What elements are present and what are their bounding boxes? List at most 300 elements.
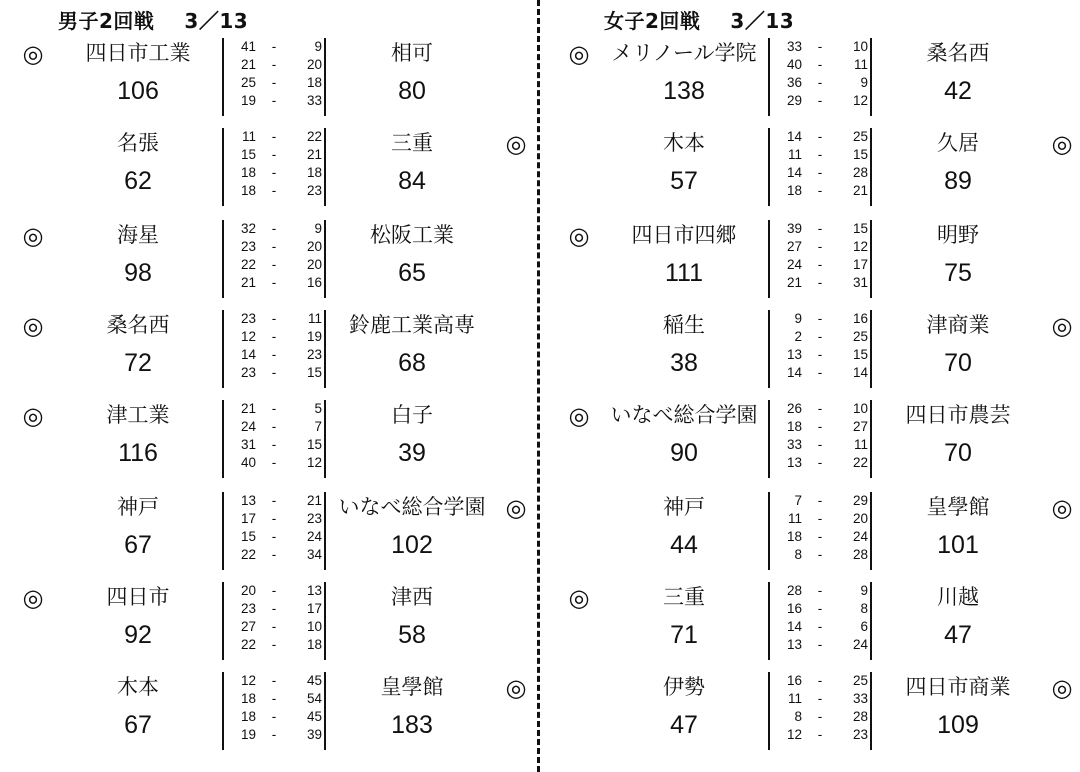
period-separator: - <box>271 691 277 706</box>
period-row <box>770 92 870 110</box>
period-separator: - <box>817 401 823 416</box>
period-score-right: 15 <box>852 347 868 362</box>
round-title: 女子2回戦 <box>604 9 701 33</box>
period-scores <box>768 582 872 660</box>
team-left <box>604 128 764 198</box>
period-scores <box>222 582 326 660</box>
period-score-left: 33 <box>786 437 802 452</box>
section-title <box>604 5 794 34</box>
team-left <box>58 310 218 380</box>
team-total-score: 106 <box>117 77 159 105</box>
period-row <box>224 400 324 418</box>
period-score-right: 16 <box>306 275 322 290</box>
winner-mark-icon: ◎ <box>22 402 44 430</box>
period-score-right: 18 <box>306 165 322 180</box>
period-row <box>224 454 324 472</box>
period-score-left: 13 <box>240 493 256 508</box>
team-total-score: 47 <box>670 711 698 739</box>
winner-mark-icon <box>1049 403 1075 429</box>
team-name: 四日市四郷 <box>631 223 737 247</box>
period-score-left: 11 <box>787 147 802 162</box>
match-row <box>0 310 530 394</box>
period-score-left: 20 <box>240 583 256 598</box>
winner-mark-icon: ◎ <box>22 40 44 68</box>
period-row <box>224 582 324 600</box>
period-separator: - <box>271 673 277 688</box>
period-separator: - <box>817 529 823 544</box>
period-score-left: 21 <box>786 275 802 290</box>
period-score-right: 14 <box>852 365 868 380</box>
period-score-right: 28 <box>852 165 868 180</box>
period-row <box>224 492 324 510</box>
period-score-right: 9 <box>314 39 322 54</box>
period-separator: - <box>817 39 823 54</box>
period-row <box>224 256 324 274</box>
period-score-right: 12 <box>852 239 868 254</box>
period-row <box>770 454 870 472</box>
period-score-right: 23 <box>306 511 322 526</box>
period-row <box>770 582 870 600</box>
period-separator: - <box>271 165 277 180</box>
period-row <box>224 690 324 708</box>
period-score-right: 16 <box>852 311 868 326</box>
period-separator: - <box>817 437 823 452</box>
period-separator: - <box>271 455 277 470</box>
period-separator: - <box>817 511 823 526</box>
period-score-left: 28 <box>786 583 802 598</box>
period-separator: - <box>817 637 823 652</box>
boys-section <box>0 0 530 772</box>
period-row <box>224 510 324 528</box>
team-right <box>878 38 1038 108</box>
winner-mark-icon <box>20 675 46 701</box>
team-right <box>878 492 1038 562</box>
team-name: 松阪工業 <box>370 223 454 247</box>
period-separator: - <box>817 583 823 598</box>
period-separator: - <box>817 619 823 634</box>
period-separator: - <box>271 57 277 72</box>
period-separator: - <box>271 547 277 562</box>
winner-mark-icon: ◎ <box>505 494 527 522</box>
team-total-score: 109 <box>937 711 979 739</box>
team-name: 津商業 <box>926 313 990 337</box>
match-row <box>0 38 530 122</box>
period-separator: - <box>271 365 277 380</box>
period-separator: - <box>817 691 823 706</box>
team-total-score: 42 <box>944 77 972 105</box>
period-score-right: 12 <box>306 455 322 470</box>
period-score-left: 14 <box>786 365 802 380</box>
period-separator: - <box>271 329 277 344</box>
period-separator: - <box>817 493 823 508</box>
winner-mark-icon <box>503 223 529 249</box>
winner-mark-icon <box>1049 585 1075 611</box>
period-score-left: 18 <box>240 709 256 724</box>
winner-mark-icon: ◎ <box>22 222 44 250</box>
team-total-score: 101 <box>937 531 979 559</box>
team-right <box>878 310 1038 380</box>
period-row <box>770 672 870 690</box>
period-row <box>770 418 870 436</box>
match-row <box>0 582 530 666</box>
winner-mark-icon: ◎ <box>1051 312 1073 340</box>
period-score-right: 22 <box>306 129 322 144</box>
period-separator: - <box>271 347 277 362</box>
team-name: 明野 <box>937 223 979 247</box>
period-separator: - <box>817 57 823 72</box>
period-row <box>770 38 870 56</box>
period-separator: - <box>271 601 277 616</box>
period-scores <box>768 400 872 478</box>
team-left <box>604 582 764 652</box>
period-separator: - <box>817 275 823 290</box>
winner-mark-icon: ◎ <box>1051 674 1073 702</box>
period-score-right: 8 <box>860 601 868 616</box>
period-score-left: 18 <box>240 183 256 198</box>
period-scores <box>768 492 872 570</box>
period-separator: - <box>271 709 277 724</box>
match-row <box>546 582 1076 666</box>
period-scores <box>768 38 872 116</box>
period-separator: - <box>817 183 823 198</box>
period-score-left: 23 <box>240 601 256 616</box>
team-name: 三重 <box>391 131 433 155</box>
period-score-left: 23 <box>240 239 256 254</box>
period-separator: - <box>271 529 277 544</box>
period-row <box>770 274 870 292</box>
period-separator: - <box>817 455 823 470</box>
team-name: 海星 <box>117 223 159 247</box>
period-score-left: 19 <box>240 727 256 742</box>
period-scores <box>222 38 326 116</box>
team-name: 三重 <box>663 585 705 609</box>
period-row <box>770 528 870 546</box>
period-score-right: 17 <box>852 257 868 272</box>
period-scores <box>768 128 872 206</box>
period-score-left: 16 <box>786 601 802 616</box>
period-score-right: 17 <box>306 601 322 616</box>
period-score-right: 11 <box>853 437 868 452</box>
team-total-score: 47 <box>944 621 972 649</box>
team-total-score: 71 <box>670 621 698 649</box>
period-score-left: 12 <box>786 727 802 742</box>
period-score-right: 24 <box>852 637 868 652</box>
team-total-score: 70 <box>944 349 972 377</box>
period-row <box>770 328 870 346</box>
period-separator: - <box>271 511 277 526</box>
period-row <box>224 726 324 744</box>
period-row <box>224 708 324 726</box>
period-separator: - <box>817 365 823 380</box>
period-separator: - <box>271 437 277 452</box>
period-row <box>770 146 870 164</box>
period-score-left: 18 <box>240 691 256 706</box>
winner-mark-icon: ◎ <box>505 674 527 702</box>
period-row <box>224 238 324 256</box>
team-total-score: 57 <box>670 167 698 195</box>
team-right <box>878 672 1038 742</box>
team-total-score: 111 <box>664 259 703 287</box>
period-separator: - <box>817 601 823 616</box>
period-score-right: 45 <box>306 673 322 688</box>
period-row <box>770 74 870 92</box>
team-right <box>332 492 492 562</box>
team-total-score: 38 <box>670 349 698 377</box>
period-row <box>224 328 324 346</box>
period-score-right: 39 <box>306 727 322 742</box>
winner-mark-icon: ◎ <box>568 40 590 68</box>
period-score-right: 23 <box>306 347 322 362</box>
team-right <box>878 220 1038 290</box>
match-row <box>546 220 1076 304</box>
period-score-left: 14 <box>240 347 256 362</box>
period-separator: - <box>817 329 823 344</box>
team-total-score: 92 <box>124 621 152 649</box>
period-row <box>770 726 870 744</box>
match-row <box>0 492 530 576</box>
team-left <box>58 38 218 108</box>
team-left <box>58 492 218 562</box>
period-score-left: 22 <box>240 547 256 562</box>
team-left <box>58 128 218 198</box>
team-name: 皇學館 <box>380 675 444 699</box>
period-score-left: 40 <box>240 455 256 470</box>
period-score-left: 9 <box>794 311 802 326</box>
period-score-right: 5 <box>314 401 322 416</box>
period-score-right: 10 <box>852 401 868 416</box>
period-score-left: 18 <box>786 183 802 198</box>
period-row <box>770 708 870 726</box>
team-left <box>604 220 764 290</box>
period-separator: - <box>271 75 277 90</box>
period-score-left: 12 <box>240 673 256 688</box>
team-name: 川越 <box>937 585 979 609</box>
period-separator: - <box>271 583 277 598</box>
period-separator: - <box>271 147 277 162</box>
period-score-right: 12 <box>852 93 868 108</box>
period-row <box>224 128 324 146</box>
period-score-left: 14 <box>786 129 802 144</box>
period-separator: - <box>271 419 277 434</box>
period-score-right: 15 <box>852 147 868 162</box>
period-score-right: 10 <box>306 619 322 634</box>
period-separator: - <box>271 93 277 108</box>
winner-mark-icon <box>503 313 529 339</box>
period-score-left: 41 <box>240 39 256 54</box>
period-separator: - <box>817 673 823 688</box>
team-right <box>878 582 1038 652</box>
match-row <box>546 492 1076 576</box>
winner-mark-icon <box>566 131 592 157</box>
period-score-right: 25 <box>852 673 868 688</box>
period-score-left: 40 <box>786 57 802 72</box>
team-right <box>332 582 492 652</box>
team-total-score: 84 <box>398 167 426 195</box>
period-row <box>770 220 870 238</box>
period-row <box>770 510 870 528</box>
team-total-score: 116 <box>118 439 158 467</box>
period-row <box>224 436 324 454</box>
team-name: 神戸 <box>663 495 705 519</box>
winner-mark-icon: ◎ <box>568 222 590 250</box>
period-score-left: 18 <box>786 419 802 434</box>
period-score-left: 15 <box>240 147 256 162</box>
period-score-right: 15 <box>306 365 322 380</box>
period-score-right: 11 <box>307 311 322 326</box>
team-left <box>604 38 764 108</box>
winner-mark-icon <box>503 585 529 611</box>
period-row <box>770 636 870 654</box>
period-score-right: 24 <box>852 529 868 544</box>
team-name: 皇學館 <box>926 495 990 519</box>
team-name: 神戸 <box>117 495 159 519</box>
match-row <box>0 400 530 484</box>
round-date: 3／13 <box>184 9 249 33</box>
period-scores <box>768 672 872 750</box>
team-total-score: 183 <box>391 711 433 739</box>
period-row <box>770 600 870 618</box>
period-separator: - <box>271 239 277 254</box>
round-title: 男子2回戦 <box>58 9 155 33</box>
period-separator: - <box>817 75 823 90</box>
period-score-left: 12 <box>240 329 256 344</box>
period-row <box>224 274 324 292</box>
team-right <box>332 220 492 290</box>
team-total-score: 89 <box>944 167 972 195</box>
period-score-right: 25 <box>852 329 868 344</box>
team-total-score: 70 <box>944 439 972 467</box>
team-name: 津西 <box>391 585 433 609</box>
period-row <box>770 238 870 256</box>
period-score-right: 6 <box>860 619 868 634</box>
team-left <box>58 672 218 742</box>
period-score-right: 54 <box>306 691 322 706</box>
team-name: 鈴鹿工業高専 <box>349 313 475 337</box>
period-row <box>770 310 870 328</box>
period-score-right: 21 <box>306 493 322 508</box>
period-separator: - <box>271 183 277 198</box>
period-score-left: 14 <box>786 165 802 180</box>
team-total-score: 39 <box>398 439 426 467</box>
winner-mark-icon <box>566 675 592 701</box>
period-score-left: 11 <box>787 511 802 526</box>
period-score-left: 21 <box>240 57 256 72</box>
period-row <box>770 400 870 418</box>
winner-mark-icon <box>20 131 46 157</box>
winner-mark-icon: ◎ <box>1051 130 1073 158</box>
period-score-left: 39 <box>786 221 802 236</box>
period-row <box>770 128 870 146</box>
period-score-left: 22 <box>240 257 256 272</box>
winner-mark-icon <box>1049 41 1075 67</box>
period-score-right: 15 <box>852 221 868 236</box>
period-separator: - <box>817 727 823 742</box>
team-name: 伊勢 <box>663 675 705 699</box>
center-divider <box>537 0 540 772</box>
team-total-score: 98 <box>124 259 152 287</box>
team-right <box>332 38 492 108</box>
period-score-left: 13 <box>786 455 802 470</box>
team-left <box>58 220 218 290</box>
team-right <box>332 310 492 380</box>
winner-mark-icon: ◎ <box>568 584 590 612</box>
period-score-right: 24 <box>306 529 322 544</box>
match-row <box>546 400 1076 484</box>
period-separator: - <box>817 93 823 108</box>
period-score-left: 26 <box>786 401 802 416</box>
period-row <box>224 56 324 74</box>
period-score-left: 17 <box>240 511 256 526</box>
team-left <box>58 400 218 470</box>
period-separator: - <box>271 619 277 634</box>
period-score-right: 21 <box>852 183 868 198</box>
period-row <box>224 600 324 618</box>
period-row <box>224 92 324 110</box>
winner-mark-icon: ◎ <box>505 130 527 158</box>
period-separator: - <box>271 257 277 272</box>
match-row <box>0 672 530 756</box>
period-score-left: 15 <box>240 529 256 544</box>
period-score-left: 23 <box>240 365 256 380</box>
period-separator: - <box>817 239 823 254</box>
period-row <box>224 364 324 382</box>
period-score-left: 27 <box>786 239 802 254</box>
team-left <box>58 582 218 652</box>
period-score-right: 13 <box>306 583 322 598</box>
period-row <box>224 74 324 92</box>
period-score-right: 18 <box>306 75 322 90</box>
period-separator: - <box>271 129 277 144</box>
period-separator: - <box>271 221 277 236</box>
period-score-left: 29 <box>786 93 802 108</box>
period-score-right: 7 <box>314 419 322 434</box>
team-name: 桑名西 <box>106 313 170 337</box>
period-score-left: 11 <box>241 129 256 144</box>
period-separator: - <box>817 419 823 434</box>
period-score-left: 2 <box>794 329 802 344</box>
period-row <box>770 346 870 364</box>
period-score-left: 31 <box>240 437 256 452</box>
winner-mark-icon <box>566 495 592 521</box>
match-row <box>0 128 530 212</box>
team-right <box>878 128 1038 198</box>
team-name: 四日市商業 <box>905 675 1011 699</box>
team-name: 久居 <box>937 131 979 155</box>
winner-mark-icon <box>20 495 46 521</box>
period-score-left: 19 <box>240 93 256 108</box>
period-score-right: 27 <box>852 419 868 434</box>
team-name: 稲生 <box>663 313 705 337</box>
period-scores <box>768 220 872 298</box>
period-score-right: 25 <box>852 129 868 144</box>
period-scores <box>222 492 326 570</box>
winner-mark-icon: ◎ <box>22 312 44 340</box>
period-score-right: 18 <box>306 637 322 652</box>
period-score-left: 21 <box>240 275 256 290</box>
period-score-right: 9 <box>860 583 868 598</box>
team-name: いなべ総合学園 <box>610 403 758 427</box>
period-score-right: 19 <box>306 329 322 344</box>
period-score-left: 14 <box>786 619 802 634</box>
period-separator: - <box>817 709 823 724</box>
period-separator: - <box>271 727 277 742</box>
period-score-right: 20 <box>852 511 868 526</box>
period-separator: - <box>817 547 823 562</box>
period-score-left: 18 <box>786 529 802 544</box>
period-score-right: 9 <box>860 75 868 90</box>
period-separator: - <box>817 165 823 180</box>
period-score-left: 25 <box>240 75 256 90</box>
